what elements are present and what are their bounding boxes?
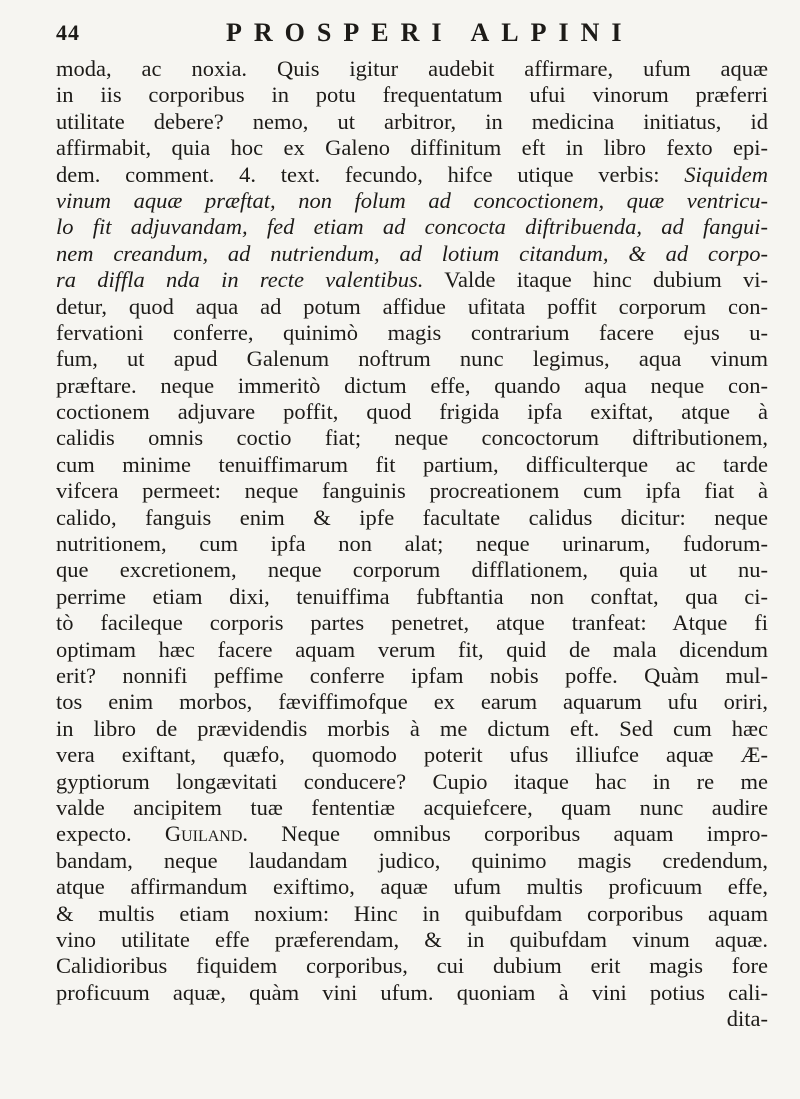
text-line: [56, 214, 768, 240]
text-line: [56, 848, 768, 874]
text-segment: in libro de prævidendis morbis à me dictum eft. Sed cum hæc: [56, 715, 768, 741]
text-segment: & multis etiam noxium: Hinc in quibufdam corporibus aquam: [56, 900, 768, 926]
text-segment: bandam, neque laudandam judico, quinimo magis credendum,: [56, 847, 768, 873]
text-segment: gyptiorum longævitati conducere? Cupio itaque hac in re me: [56, 768, 768, 794]
text-segment: vifcera permeet: neque fanguinis procreationem cum ipfa fiat à: [56, 478, 768, 504]
text-line: [56, 821, 768, 847]
text-line: [56, 901, 768, 927]
text-segment: moda, ac noxia. Quis igitur audebit affirmare, ufum aquæ: [56, 56, 768, 81]
text-segment: præftare. neque immeritò dictum effe, quando aqua neque con-: [56, 372, 768, 398]
body-text: [56, 56, 768, 1032]
text-line: [56, 742, 768, 768]
text-segment: cum minime tenuiffimarum fit partium, difficulterque ac tarde: [56, 451, 768, 477]
text-segment: utilitate debere? nemo, ut arbitror, in medicina initiatus, id: [56, 108, 768, 134]
text-segment: calido, fanguis enim & ipfe facultate calidus dicitur: neque: [56, 504, 768, 530]
text-segment: tò facileque corporis partes penetret, atque tranfeat: Atque fi: [56, 610, 768, 636]
running-head: PROSPERI ALPINI: [226, 18, 634, 47]
text-segment: affirmabit, quia hoc ex Galeno diffinitum eft in libro fexto epi-: [56, 135, 768, 161]
text-segment: Calidioribus fiquidem corporibus, cui dubium erit magis fore: [56, 953, 768, 979]
text-segment: optimam hæc facere aquam verum fit, quid de mala dicendum: [56, 636, 768, 662]
text-line: [56, 346, 768, 372]
text-line: [56, 399, 768, 425]
text-line: [56, 716, 768, 742]
text-segment: atque affirmandum exiftimo, aquæ ufum multis proficuum effe,: [56, 874, 768, 900]
page-header: [56, 18, 756, 48]
text-line: [56, 188, 768, 214]
text-line: [56, 135, 768, 161]
italic-text: ra diffla nda in recte valentibus.: [56, 267, 424, 293]
text-segment: tos enim morbos, fæviffimofque ex earum aquarum ufu oriri,: [56, 689, 768, 715]
text-segment: erit? nonnifi peffime conferre ipfam nobis poffe. Quàm mul-: [56, 662, 768, 688]
text-segment: vera exiftant, quæfo, quomodo poterit ufus illiufce aquæ Æ-: [56, 742, 768, 768]
italic-text: nem creandum, ad nutriendum, ad lotium citandum, & ad corpo-: [56, 240, 768, 266]
text-line: [56, 109, 768, 135]
text-line: [56, 425, 768, 451]
text-line: [56, 505, 768, 531]
text-segment: fum, ut apud Galenum noftrum nunc legimus, aqua vinum: [56, 346, 768, 372]
text-segment: nutritionem, cum ipfa non alat; neque urinarum, fudorum-: [56, 531, 768, 557]
text-segment: perrime etiam dixi, tenuiffima fubftantia non conftat, qua ci-: [56, 583, 768, 609]
text-segment: Neque omnibus corporibus aquam impro-: [248, 821, 768, 847]
text-segment: proficuum aquæ, quàm vini ufum. quoniam à vini potius cali-: [56, 979, 768, 1005]
text-segment: in iis corporibus in potu frequentatum ufui vinorum præferri: [56, 82, 768, 108]
text-line: [56, 795, 768, 821]
text-line: [56, 241, 768, 267]
text-line: [56, 267, 768, 293]
italic-text: lo fit adjuvandam, fed etiam ad concocta diftribuenda, ad fangui-: [56, 214, 768, 240]
text-line: [56, 584, 768, 610]
text-line: [56, 557, 768, 583]
text-line: [56, 478, 768, 504]
text-line: [56, 610, 768, 636]
text-segment: fervationi conferre, quinimò magis contrarium facere ejus u-: [56, 319, 768, 345]
text-line: [56, 373, 768, 399]
text-line: [56, 1006, 768, 1032]
text-segment: dem. comment. 4. text. fecundo, hifce utique verbis:: [56, 161, 685, 187]
italic-text: vinum aquæ præftat, non folum ad concoctionem, quæ ventricu-: [56, 187, 768, 213]
text-segment: calidis omnis coctio fiat; neque concoctorum diftributionem,: [56, 425, 768, 451]
text-segment: Valde itaque hinc dubium vi-: [423, 267, 768, 293]
text-line: [56, 56, 768, 82]
text-line: [56, 162, 768, 188]
text-line: [56, 320, 768, 346]
text-segment: que excretionem, neque corporum difflationem, quia ut nu-: [56, 557, 768, 583]
text-line: [56, 82, 768, 108]
text-line: [56, 531, 768, 557]
text-segment: detur, quod aqua ad potum affidue ufitata poffit corporum con-: [56, 293, 768, 319]
text-segment: expecto.: [56, 821, 165, 847]
text-line: [56, 689, 768, 715]
text-segment: vino utilitate effe præferendam, & in quibufdam vinum aquæ.: [56, 926, 768, 952]
speaker-name: Guiland.: [164, 821, 249, 847]
text-line: [56, 874, 768, 900]
text-segment: dita-: [726, 1006, 768, 1032]
text-line: [56, 637, 768, 663]
text-line: [56, 663, 768, 689]
text-line: [56, 927, 768, 953]
text-line: [56, 769, 768, 795]
text-line: [56, 980, 768, 1006]
italic-text: Siquidem: [684, 161, 768, 187]
text-segment: coctionem adjuvare poffit, quod frigida ipfa exiftat, atque à: [56, 399, 768, 425]
text-line: [56, 294, 768, 320]
text-line: [56, 953, 768, 979]
page-number: 44: [56, 20, 80, 45]
text-line: [56, 452, 768, 478]
text-segment: valde ancipitem tuæ fententiæ acquiefcere, quam nunc audire: [56, 794, 768, 820]
